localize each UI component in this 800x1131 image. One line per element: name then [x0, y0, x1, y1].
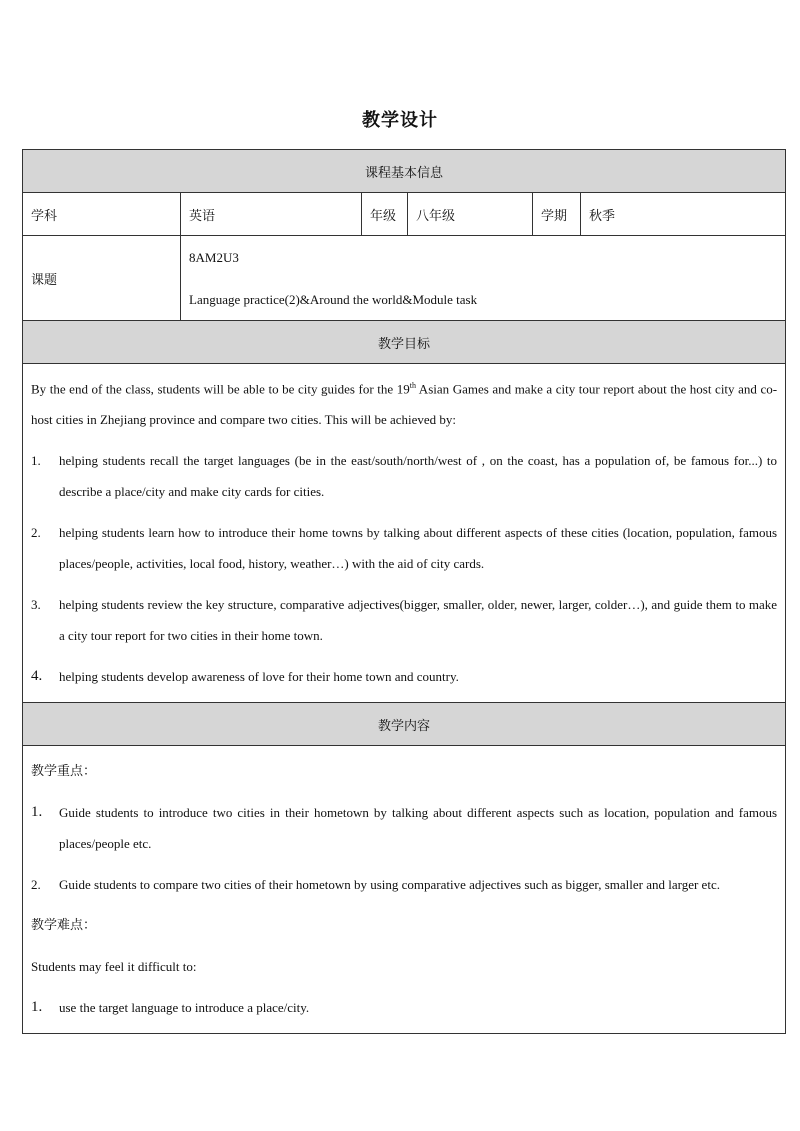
objective-number: 1.: [31, 453, 41, 469]
objective-number: 4.: [31, 668, 43, 685]
objectives-row: [23, 364, 786, 703]
document-title: 教学设计: [362, 110, 438, 131]
objective-item: [31, 589, 777, 651]
grade-label: 年级: [362, 193, 408, 236]
grade-value: 八年级: [408, 193, 533, 236]
intro-superscript: th: [409, 381, 416, 390]
topic-row: [23, 236, 786, 321]
content-row: [23, 746, 786, 1034]
section-header-basic-info: [23, 150, 786, 193]
section-title-basic-info: 课程基本信息: [23, 150, 786, 193]
key-point-number: 2.: [31, 877, 41, 893]
key-point-text: Guide students to compare two cities of their hometown by using comparative adjectives such as bigger, smaller and larger etc.: [59, 877, 720, 893]
section-header-content: [23, 703, 786, 746]
objective-text: helping students learn how to introduce their home towns by talking about different aspects of these cities (location, population, famous places/people, activities, local food, history, weather…) with the aid of city cards.: [59, 525, 778, 572]
objective-text: helping students recall the target languages (be in the east/south/north/west of , on the coast, has a population of, be famous for...) to describe a place/city and make city cards for cities.: [59, 453, 778, 500]
intro-text-start: By the end of the class, students will be able to be city guides for the 19: [31, 381, 410, 397]
topic-code: 8AM2U3: [189, 249, 239, 265]
difficult-point-item: [31, 992, 777, 1023]
content-block: [23, 746, 786, 1034]
key-point-number: 1.: [31, 804, 43, 821]
topic-title: Language practice(2)&Around the world&Module task: [189, 291, 478, 307]
subject-value: 英语: [181, 193, 362, 236]
intro-text-end: Asian Games and make a city tour report about the host city and co-host cities in Zhejiang province and compare two cities. This will be achieved by:: [31, 381, 778, 428]
objective-item: [31, 661, 777, 692]
section-header-objectives: [23, 321, 786, 364]
term-value: 秋季: [581, 193, 786, 236]
section-title-content: 教学内容: [23, 703, 786, 746]
objectives-block: [23, 364, 786, 703]
info-row: [23, 193, 786, 236]
objective-number: 3.: [31, 597, 41, 613]
key-point-text: Guide students to introduce two cities in their hometown by talking about different aspects such as location, population and famous places/people etc.: [59, 805, 778, 852]
subject-label: 学科: [23, 193, 181, 236]
topic-value: [181, 236, 786, 321]
objectives-intro: [31, 370, 777, 435]
difficult-points-label: 教学难点：: [31, 918, 97, 934]
topic-label: 课题: [23, 236, 181, 321]
key-points-label: 教学重点：: [31, 764, 97, 780]
difficult-point-text: use the target language to introduce a place/city.: [59, 1000, 310, 1016]
objective-item: [31, 517, 777, 579]
objective-text: helping students review the key structure, comparative adjectives(bigger, smaller, older, newer, larger, colder…), and guide them to make a city tour report for two cities in their home town.: [59, 597, 778, 644]
term-label: 学期: [533, 193, 581, 236]
lesson-design-table: [22, 149, 786, 1034]
objective-number: 2.: [31, 525, 41, 541]
difficult-point-number: 1.: [31, 999, 43, 1016]
objective-item: [31, 445, 777, 507]
difficult-points-intro: Students may feel it difficult to:: [31, 959, 197, 975]
objective-text: helping students develop awareness of love for their home town and country.: [59, 669, 459, 685]
section-title-objectives: 教学目标: [23, 321, 786, 364]
key-point-item: [31, 797, 777, 859]
key-point-item: [31, 869, 777, 900]
